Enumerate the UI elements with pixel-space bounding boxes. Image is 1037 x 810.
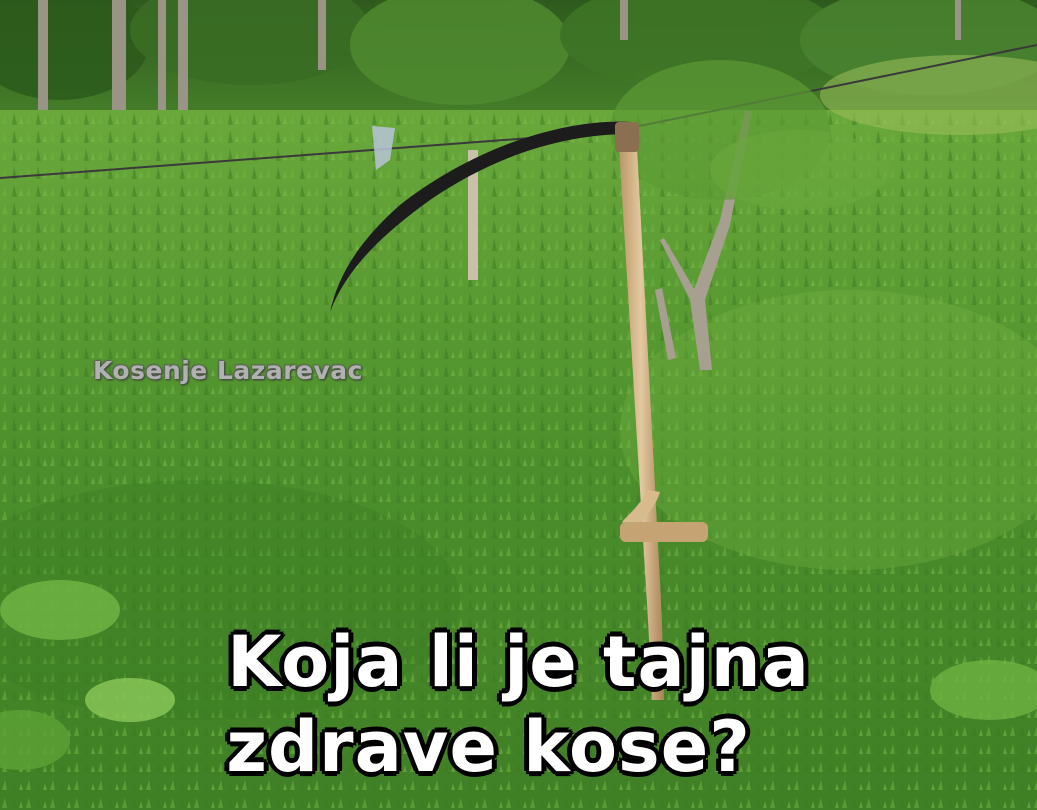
watermark-text: Kosenje Lazarevac [93,356,363,385]
caption-line-2: zdrave kose? [226,706,751,788]
caption-line-1: Koja li je tajna [227,621,810,703]
